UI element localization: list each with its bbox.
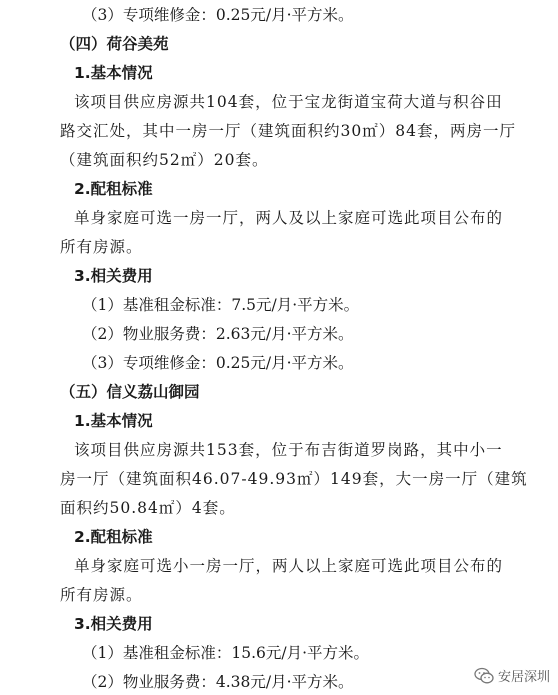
paragraph-line: 所有房源。 [60,586,143,604]
paragraph-line: 单身家庭可选小一房一厅，两人以上家庭可选此项目公布的 [74,557,504,575]
paragraph-line: （建筑面积约52㎡）20套。 [60,151,269,169]
subsection-heading: 2.配租标准 [74,528,153,546]
fee-item-maintenance: （3）专项维修金：0.25元/月·平方米。 [82,354,354,372]
paragraph-line: 单身家庭可选一房一厅，两人及以上家庭可选此项目公布的 [74,209,504,227]
fee-item-property: （2）物业服务费：2.63元/月·平方米。 [82,325,354,343]
section-heading: （五）信义荔山御园 [60,383,200,401]
subsection-heading: 2.配租标准 [74,180,153,198]
wechat-icon [474,667,494,685]
subsection-heading: 3.相关费用 [74,615,153,633]
paragraph-line: 所有房源。 [60,238,143,256]
paragraph-line: 该项目供应房源共153套，位于布吉街道罗岗路，其中小一 [74,441,503,459]
subsection-heading: 1.基本情况 [74,64,153,82]
watermark [474,666,550,685]
subsection-heading: 1.基本情况 [74,412,153,430]
fee-item-maintenance: （3）专项维修金：0.25元/月·平方米。 [82,6,354,24]
paragraph-line: 面积约50.84㎡）4套。 [60,499,236,517]
fee-item-property: （2）物业服务费：4.38元/月·平方米。 [82,673,354,691]
subsection-heading: 3.相关费用 [74,267,153,285]
paragraph-line: 路交汇处，其中一房一厅（建筑面积约30㎡）84套，两房一厅 [60,122,516,140]
fee-item-rent: （1）基准租金标准：7.5元/月·平方米。 [82,296,360,314]
watermark-text: 安居深圳 [497,670,550,685]
section-heading: （四）荷谷美苑 [60,35,169,53]
paragraph-line: 房一厅（建筑面积46.07-49.93㎡）149套，大一房一厅（建筑 [60,470,528,488]
paragraph-line: 该项目供应房源共104套，位于宝龙街道宝荷大道与积谷田 [74,93,503,111]
fee-item-rent: （1）基准租金标准：15.6元/月·平方米。 [82,644,370,662]
